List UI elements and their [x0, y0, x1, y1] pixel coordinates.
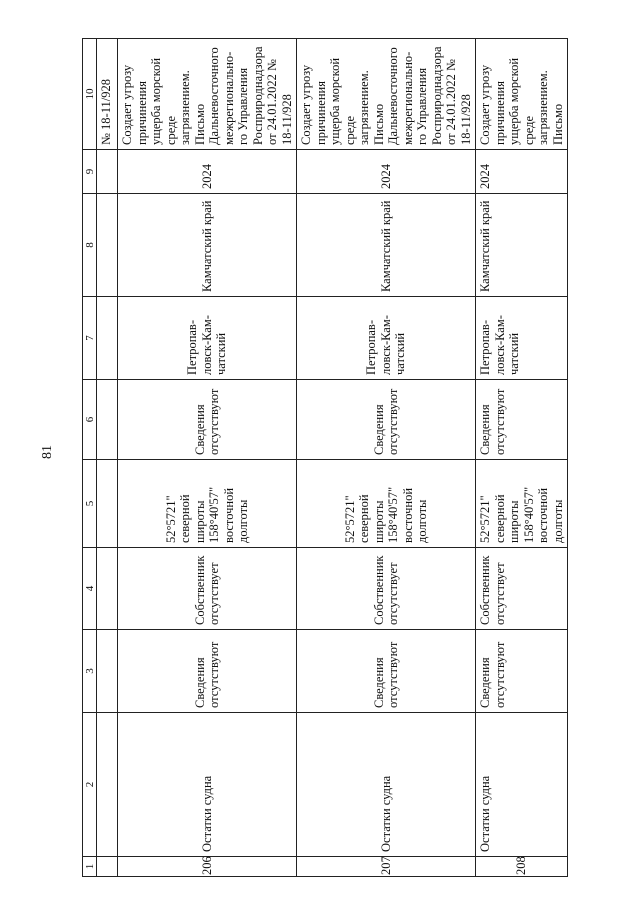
- info-column-6: Сведения отсутствуют: [476, 380, 568, 460]
- object-name: Остатки судна: [476, 713, 568, 857]
- city: Петропав-ловск-Кам-чатский: [118, 297, 297, 380]
- owner-info: Сведения отсутствуют: [118, 630, 297, 713]
- year: 2024: [476, 150, 568, 194]
- row-number: 207: [297, 857, 476, 877]
- column-number-row: [83, 39, 97, 877]
- col-number-5: 5: [83, 460, 97, 548]
- object-name: Остатки судна: [297, 713, 476, 857]
- coordinates: 52°5721" северной широты 158°40'57" восточной долготы: [297, 460, 476, 548]
- year: 2024: [297, 150, 476, 194]
- region: Камчатский край: [476, 194, 568, 297]
- registry-table: [82, 38, 568, 877]
- col-number-1: 1: [83, 857, 97, 877]
- table-row: [297, 39, 476, 877]
- table-row: [476, 39, 568, 877]
- col-number-6: 6: [83, 380, 97, 460]
- year: 2024: [118, 150, 297, 194]
- owner: Собственник отсутствует: [476, 548, 568, 630]
- col-number-7: 7: [83, 297, 97, 380]
- object-name: Остатки судна: [118, 713, 297, 857]
- note: Создает угрозу причинения ущерба морской среде загрязнением. Письмо: [476, 39, 568, 150]
- owner-info: Сведения отсутствуют: [297, 630, 476, 713]
- owner: Собственник отсутствует: [297, 548, 476, 630]
- row-number: 206: [118, 857, 297, 877]
- rotated-table-container: [82, 39, 570, 877]
- owner-info: Сведения отсутствуют: [476, 630, 568, 713]
- col-number-10: 10: [83, 39, 97, 150]
- col-number-4: 4: [83, 548, 97, 630]
- coordinates: 52°5721" северной широты 158°40'57" восточной долготы: [476, 460, 568, 548]
- city: Петропав-ловск-Кам-чатский: [297, 297, 476, 380]
- row-number: 208: [476, 857, 568, 877]
- coordinates: 52°5721" северной широты 158°40'57" восточной долготы: [118, 460, 297, 548]
- city: Петропав-ловск-Кам-чатский: [476, 297, 568, 380]
- owner: Собственник отсутствует: [118, 548, 297, 630]
- page-number: 81: [40, 445, 55, 459]
- info-column-6: Сведения отсутствуют: [118, 380, 297, 460]
- info-column-6: Сведения отсутствуют: [297, 380, 476, 460]
- region: Камчатский край: [118, 194, 297, 297]
- col-number-9: 9: [83, 150, 97, 194]
- col-number-3: 3: [83, 630, 97, 713]
- table-row: [118, 39, 297, 877]
- continuation-row: [97, 39, 118, 877]
- col-number-8: 8: [83, 194, 97, 297]
- col-number-2: 2: [83, 713, 97, 857]
- note: Создает угрозу причинения ущерба морской среде загрязнением. Письмо Дальневосточного межрегионально-го Управления Росприроднадзора от 24.01.2022 № 18-11/928: [297, 39, 476, 150]
- note: Создает угрозу причинения ущерба морской среде загрязнением. Письмо Дальневосточного межрегионально-го Управления Росприроднадзора от 24.01.2022 № 18-11/928: [118, 39, 297, 150]
- region: Камчатский край: [297, 194, 476, 297]
- continuation-note: № 18-11/928: [97, 39, 118, 150]
